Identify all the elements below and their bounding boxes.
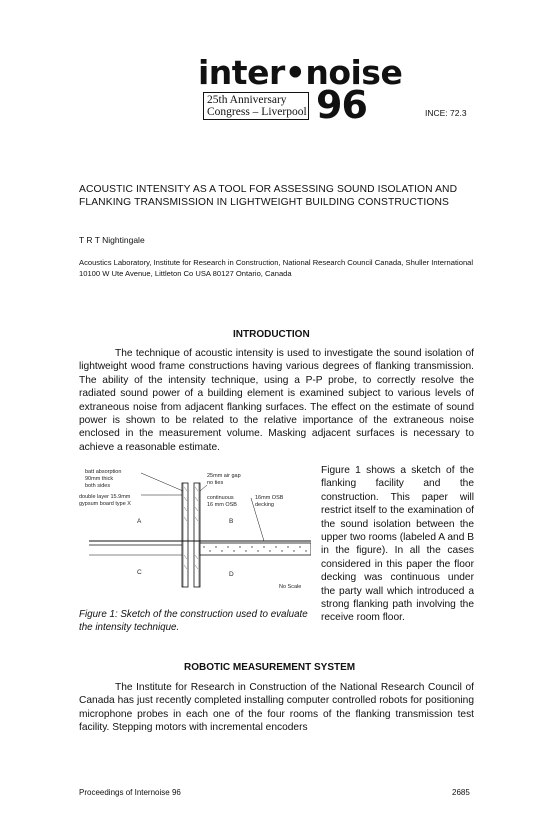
floor-assembly bbox=[89, 541, 311, 555]
author: T R T Nightingale bbox=[79, 235, 145, 245]
anniversary-box bbox=[203, 92, 309, 120]
label-no-ties: no ties bbox=[207, 480, 224, 486]
party-wall bbox=[182, 483, 200, 587]
paper-code: INCE: 72.3 bbox=[425, 108, 467, 118]
conference-year: 96 bbox=[316, 83, 367, 127]
paper-title: ACOUSTIC INTENSITY AS A TOOL FOR ASSESSING SOUND ISOLATION AND FLANKING TRANSMISSION IN LIGHTWEIGHT BUILDING CONSTRUCTIONS bbox=[79, 184, 458, 208]
room-a-label: A bbox=[137, 518, 142, 525]
robotic-heading: ROBOTIC MEASUREMENT SYSTEM bbox=[184, 662, 356, 673]
label-gypsum-layer: double layer 15.9mm bbox=[79, 494, 131, 500]
label-air-gap: 25mm air gap bbox=[207, 473, 241, 479]
conference-logo: inter•noise bbox=[198, 53, 403, 92]
label-osb-16mm: 16mm OSB bbox=[255, 495, 284, 501]
label-continuous: continuous bbox=[207, 495, 234, 501]
congress-line: Congress – Liverpool bbox=[207, 106, 307, 118]
anniversary-line: 25th Anniversary bbox=[207, 94, 287, 106]
introduction-heading: INTRODUCTION bbox=[233, 329, 310, 340]
footer-proceedings: Proceedings of Internoise 96 bbox=[79, 788, 181, 797]
label-batt-absorption: batt absorption bbox=[85, 469, 122, 475]
label-no-scale: No Scale bbox=[279, 584, 302, 590]
label-gypsum-type: gypsum board type X bbox=[79, 501, 131, 507]
figure-caption: Figure 1: Sketch of the construction used to evaluate the intensity technique. bbox=[79, 609, 308, 633]
room-b-label: B bbox=[229, 518, 234, 525]
introduction-body bbox=[79, 347, 474, 454]
affiliation: Acoustics Laboratory, Institute for Research in Construction, National Research Council Canada, Shuller International 10100 W Ute Avenue, Littleton Co USA 80127 Ontario, Canada bbox=[79, 258, 474, 278]
label-batt-thickness: 90mm thick bbox=[85, 476, 114, 482]
figure-description: Figure 1 shows a sketch of the flanking facility and the construction. This paper will restrict itself to the examination of the sound isolation between the upper two rooms (labeled A and B in the figure). In all the cases considered in this paper the floor decking was continuous under the party wall which introduced a strong flanking path involving the receive room floor. bbox=[321, 465, 474, 624]
robotic-body bbox=[79, 681, 474, 735]
construction-sketch bbox=[79, 465, 311, 605]
robotic-paragraph: The Institute for Research in Construction of the National Research Council of Canada has just recently completed installing computer controlled robots for positioning microphone probes in each one of the four rooms of the flanking transmission test facility. Stepping motors with incremental encoders bbox=[79, 682, 474, 734]
room-d-label: D bbox=[229, 571, 234, 578]
label-batt-sides: both sides bbox=[85, 483, 111, 489]
page-number: 2685 bbox=[452, 788, 470, 797]
room-c-label: C bbox=[137, 569, 142, 576]
label-decking: decking bbox=[255, 502, 274, 508]
label-osb: 16 mm OSB bbox=[207, 502, 237, 508]
introduction-paragraph: The technique of acoustic intensity is used to investigate the sound isolation of lightweight wood frame constructions having various degrees of flanking transmission. The ability of the intensity technique, using a P-P probe, to correctly resolve the radiated sound power of a building element is examined subject to various levels of extraneous noise from adjacent flanking surfaces. The effect on the estimate of sound power is shown to be related to the relative importance of the extraneous noise enclosed in the measurement volume. Masking adjacent surfaces is necessary to achieve a reasonable estimate. bbox=[79, 348, 474, 453]
